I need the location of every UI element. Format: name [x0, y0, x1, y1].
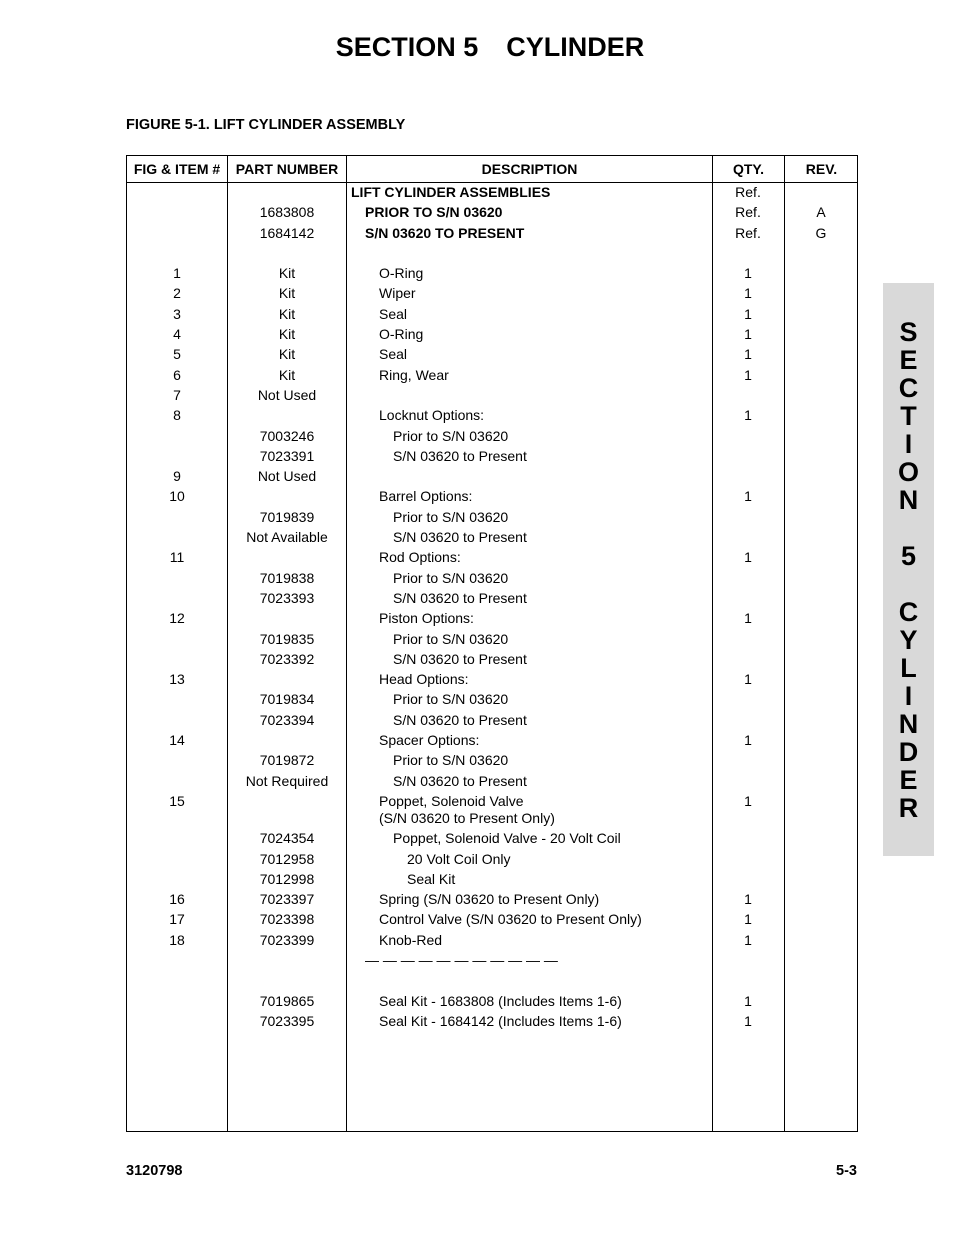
qty-cell: 1: [744, 911, 752, 928]
part-number-cell: 1683808: [259, 204, 315, 221]
side-tab-letter: N: [898, 709, 919, 739]
part-number-cell: Kit: [278, 366, 296, 383]
side-tab-letter: E: [899, 765, 918, 795]
qty-cell: Ref.: [735, 204, 761, 221]
fig-item-cell: 6: [173, 366, 181, 383]
description-cell: Seal Kit - 1683808 (Includes Items 1-6): [379, 992, 622, 1009]
description-cell: Seal: [379, 346, 408, 363]
fig-item-cell: 15: [169, 792, 185, 809]
part-number-cell: Kit: [278, 265, 296, 282]
qty-cell: 1: [744, 407, 752, 424]
description-cell: Spacer Options:: [379, 732, 480, 749]
table-row: [127, 951, 857, 971]
table-row: [127, 264, 857, 284]
rev-cell: G: [815, 224, 827, 241]
description-cell: S/N 03620 to Present: [393, 447, 527, 464]
table-row: [127, 630, 857, 650]
part-number-cell: 7003246: [259, 427, 315, 444]
description-cell-line2: (S/N 03620 to Present Only): [379, 809, 555, 826]
side-tab-letter: R: [898, 793, 919, 823]
description-cell: — — — — — — — — — — —: [365, 951, 558, 968]
description-cell: Prior to S/N 03620: [393, 752, 509, 769]
side-tab-letter: Y: [899, 625, 918, 655]
document-number: 3120798: [126, 1163, 183, 1179]
section-side-tab: [883, 283, 934, 856]
qty-cell: 1: [744, 346, 752, 363]
part-number-cell: 7023394: [259, 711, 315, 728]
table-row: [127, 528, 857, 548]
qty-cell: 1: [744, 366, 752, 383]
part-number-cell: 7019865: [259, 992, 315, 1009]
side-tab-letter: I: [904, 429, 913, 459]
table-row: [127, 203, 857, 223]
description-cell: Spring (S/N 03620 to Present Only): [379, 891, 600, 908]
part-number-cell: 7023395: [259, 1012, 315, 1029]
part-number-cell: 7012958: [259, 850, 315, 867]
side-tab-letter: C: [898, 597, 919, 627]
side-tab-letter: T: [900, 401, 917, 431]
table-row: [127, 890, 857, 910]
part-number-cell: 7019872: [259, 752, 315, 769]
table-row: [127, 406, 857, 426]
table-row: [127, 224, 857, 244]
table-row: [127, 569, 857, 589]
table-row: [127, 609, 857, 629]
table-row: [127, 711, 857, 731]
column-header-rev: REV.: [805, 161, 838, 177]
description-cell: S/N 03620 TO PRESENT: [365, 224, 525, 241]
description-cell: S/N 03620 to Present: [393, 772, 527, 789]
part-number-cell: Not Used: [257, 386, 317, 403]
description-cell: Seal Kit - 1684142 (Includes Items 1-6): [379, 1012, 622, 1029]
qty-cell: 1: [744, 265, 752, 282]
side-tab-letter: 5: [900, 541, 917, 571]
table-row: [127, 772, 857, 792]
description-cell: S/N 03620 to Present: [393, 589, 527, 606]
description-cell: Poppet, Solenoid Valve - 20 Volt Coil: [393, 830, 621, 847]
column-header-part: PART NUMBER: [235, 161, 339, 177]
fig-item-cell: 17: [169, 911, 185, 928]
side-tab-letter: I: [904, 681, 913, 711]
side-tab-letter: S: [899, 317, 918, 347]
table-row: [127, 850, 857, 870]
part-number-cell: 7023393: [259, 589, 315, 606]
section-title: [0, 32, 954, 63]
part-number-cell: 7023398: [259, 911, 315, 928]
part-number-cell: 7019838: [259, 569, 315, 586]
side-tab-letter: N: [898, 485, 919, 515]
description-cell: Barrel Options:: [379, 488, 473, 505]
description-cell: Head Options:: [379, 671, 469, 688]
table-row: [127, 345, 857, 365]
side-tab-letter: E: [899, 345, 918, 375]
qty-cell: Ref.: [735, 184, 761, 200]
table-row: [127, 386, 857, 406]
table-body: [127, 183, 857, 1032]
qty-cell: 1: [744, 326, 752, 343]
description-cell: Poppet, Solenoid Valve: [379, 792, 524, 809]
description-cell: Prior to S/N 03620: [393, 691, 509, 708]
side-tab-letter: D: [898, 737, 919, 767]
part-number-cell: 7019834: [259, 691, 315, 708]
parts-table: [126, 155, 858, 1132]
part-number-cell: Not Required: [245, 772, 329, 789]
part-number-cell: Kit: [278, 326, 296, 343]
table-row: [127, 325, 857, 345]
qty-cell: 1: [744, 891, 752, 908]
part-number-cell: Not Available: [246, 529, 328, 546]
part-number-cell: 7023391: [259, 447, 315, 464]
table-row: [127, 690, 857, 710]
qty-cell: 1: [744, 671, 752, 688]
part-number-cell: Not Used: [257, 468, 317, 485]
table-row: [127, 447, 857, 467]
table-row: [127, 366, 857, 386]
description-cell: Ring, Wear: [379, 366, 449, 383]
description-cell: 20 Volt Coil Only: [407, 850, 511, 867]
qty-cell: 1: [744, 610, 752, 627]
column-header-fig: FIG & ITEM #: [133, 161, 221, 177]
description-cell: Locknut Options:: [379, 407, 485, 424]
table-row: [127, 284, 857, 304]
side-tab-letter: L: [900, 653, 917, 683]
part-number-cell: 7023392: [259, 650, 315, 667]
table-row: [127, 305, 857, 325]
description-cell: Rod Options:: [379, 549, 461, 566]
fig-item-cell: 18: [169, 931, 185, 948]
page-number: 5-3: [836, 1163, 857, 1179]
qty-cell: 1: [744, 488, 752, 505]
fig-item-cell: 1: [173, 265, 181, 282]
table-row: [127, 870, 857, 890]
table-row: [127, 751, 857, 771]
fig-item-cell: 7: [173, 386, 181, 403]
fig-item-cell: 12: [169, 610, 185, 627]
fig-item-cell: 16: [169, 891, 185, 908]
table-row: [127, 467, 857, 487]
table-row: [127, 971, 857, 991]
table-row: [127, 244, 857, 264]
table-row: [127, 910, 857, 930]
table-row: [127, 829, 857, 849]
fig-item-cell: 10: [169, 488, 185, 505]
description-cell: Seal Kit: [407, 870, 456, 887]
description-cell: O-Ring: [379, 265, 424, 282]
description-cell: Piston Options:: [379, 610, 474, 627]
part-number-cell: Kit: [278, 346, 296, 363]
section-name: CYLINDER: [506, 32, 645, 62]
table-row: [127, 650, 857, 670]
part-number-cell: 7012998: [259, 870, 315, 887]
description-cell: Wiper: [379, 285, 416, 302]
description-cell: Prior to S/N 03620: [393, 569, 509, 586]
side-tab-letter: C: [898, 373, 919, 403]
description-cell: PRIOR TO S/N 03620: [365, 204, 503, 221]
column-header-qty: QTY.: [732, 161, 765, 177]
description-cell: O-Ring: [379, 326, 424, 343]
part-number-cell: 7019839: [259, 508, 315, 525]
table-row: [127, 731, 857, 751]
rev-cell: A: [816, 204, 826, 221]
fig-item-cell: 4: [173, 326, 181, 343]
table-row: [127, 792, 857, 829]
section-label: SECTION 5: [335, 32, 479, 62]
fig-item-cell: 5: [173, 346, 181, 363]
description-cell: Knob-Red: [379, 931, 443, 948]
qty-cell: 1: [744, 285, 752, 302]
table-row: [127, 508, 857, 528]
description-cell: LIFT CYLINDER ASSEMBLIES: [351, 184, 551, 200]
table-row: [127, 931, 857, 951]
table-row: [127, 589, 857, 609]
fig-item-cell: 3: [173, 305, 181, 322]
table-row: [127, 670, 857, 690]
qty-cell: 1: [744, 549, 752, 566]
part-number-cell: Kit: [278, 305, 296, 322]
fig-item-cell: 8: [173, 407, 181, 424]
description-cell: Control Valve (S/N 03620 to Present Only): [379, 911, 642, 928]
side-tab-letter: O: [897, 457, 919, 487]
part-number-cell: 1684142: [259, 224, 315, 241]
qty-cell: 1: [744, 305, 752, 322]
part-number-cell: Kit: [278, 285, 296, 302]
column-header-description: DESCRIPTION: [481, 161, 578, 177]
fig-item-cell: 14: [169, 732, 185, 749]
table-row: [127, 427, 857, 447]
description-cell: Seal: [379, 305, 408, 322]
qty-cell: Ref.: [735, 224, 761, 241]
fig-item-cell: 9: [173, 468, 181, 485]
qty-cell: 1: [744, 1012, 752, 1029]
description-cell: S/N 03620 to Present: [393, 650, 527, 667]
part-number-cell: 7024354: [259, 830, 315, 847]
table-row: [127, 548, 857, 568]
description-cell: Prior to S/N 03620: [393, 630, 509, 647]
qty-cell: 1: [744, 792, 752, 809]
table-row: [127, 487, 857, 507]
description-cell: S/N 03620 to Present: [393, 529, 527, 546]
part-number-cell: 7019835: [259, 630, 315, 647]
part-number-cell: 7023397: [259, 891, 315, 908]
description-cell: Prior to S/N 03620: [393, 427, 509, 444]
qty-cell: 1: [744, 992, 752, 1009]
table-header: [127, 156, 857, 183]
table-row: [127, 183, 857, 203]
figure-title: FIGURE 5-1. LIFT CYLINDER ASSEMBLY: [126, 117, 406, 133]
description-cell: S/N 03620 to Present: [393, 711, 527, 728]
fig-item-cell: 13: [169, 671, 185, 688]
description-cell: Prior to S/N 03620: [393, 508, 509, 525]
table-row: [127, 1012, 857, 1032]
part-number-cell: 7023399: [259, 931, 315, 948]
fig-item-cell: 2: [173, 285, 181, 302]
table-row: [127, 992, 857, 1012]
qty-cell: 1: [744, 931, 752, 948]
fig-item-cell: 11: [169, 549, 185, 566]
qty-cell: 1: [744, 732, 752, 749]
